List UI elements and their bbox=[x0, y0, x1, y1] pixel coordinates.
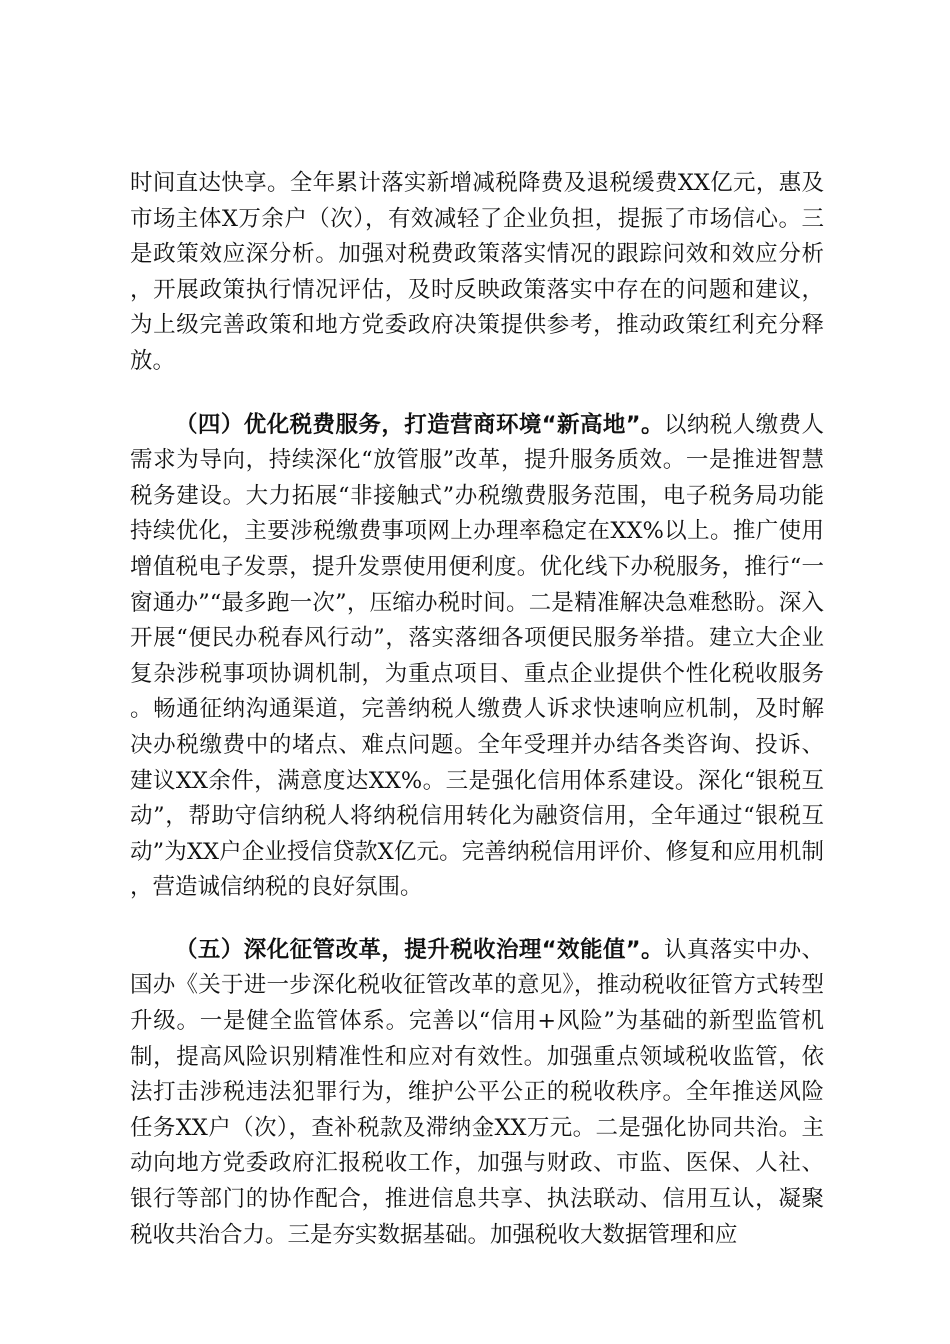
paragraph-policy-effect bbox=[130, 166, 824, 380]
paragraph-section-five bbox=[130, 933, 824, 1253]
paragraph-section-four bbox=[130, 408, 824, 906]
section-heading-five: （五）深化征管改革，提升税收治理“效能值”。 bbox=[175, 936, 664, 963]
paragraph-text: 时间直达快享。全年累计落实新增减税降费及退税缓费XX亿元，惠及市场主体X万余户（次），有效减轻了企业负担，提振了市场信心。三是政策效应深分析。加强对税费政策落实情况的跟踪问效和效应分析，开展政策执行情况评估，及时反映政策落实中存在的问题和建议，为上级完善政策和地方党委政府决策提供参考，推动政策红利充分释放。 bbox=[130, 170, 824, 374]
section-heading-four: （四）优化税费服务，打造营商环境“新高地”。 bbox=[175, 411, 664, 438]
paragraph-text: 认真落实中办、国办《关于进一步深化税收征管改革的意见》，推动税收征管方式转型升级。一是健全监管体系。完善以“信用+风险”为基础的新型监管机制，提高风险识别精准性和应对有效性。加强重点领域税收监管，依法打击涉税违法犯罪行为，维护公平公正的税收秩序。全年推送风险任务XX户（次），查补税款及滞纳金XX万元。二是强化协同共治。主动向地方党委政府汇报税收工作，加强与财政、市监、医保、人社、银行等部门的协作配合，推进信息共享、执法联动、信用互认，凝聚税收共治合力。三是夯实数据基础。加强税收大数据管理和应 bbox=[130, 936, 824, 1248]
paragraph-text: 以纳税人缴费人需求为导向，持续深化“放管服”改革，提升服务质效。一是推进智慧税务建设。大力拓展“非接触式”办税缴费服务范围，电子税务局功能持续优化，主要涉税缴费事项网上办理率稳定在XX%以上。推广使用增值税电子发票，提升发票使用便利度。优化线下办税服务，推行“一窗通办”“最多跑一次”，压缩办税时间。二是精准解决急难愁盼。深入开展“便民办税春风行动”，落实落细各项便民服务举措。建立大企业复杂涉税事项协调机制，为重点项目、重点企业提供个性化税收服务。畅通征纳沟通渠道，完善纳税人缴费人诉求快速响应机制，及时解决办税缴费中的堵点、难点问题。全年受理并办结各类咨询、投诉、建议XX余件，满意度达XX%。三是强化信用体系建设。深化“银税互动”，帮助守信纳税人将纳税信用转化为融资信用，全年通过“银税互动”为XX户企业授信贷款X亿元。完善纳税信用评价、修复和应用机制，营造诚信纳税的良好氛围。 bbox=[130, 411, 824, 901]
document-body bbox=[130, 166, 824, 1253]
